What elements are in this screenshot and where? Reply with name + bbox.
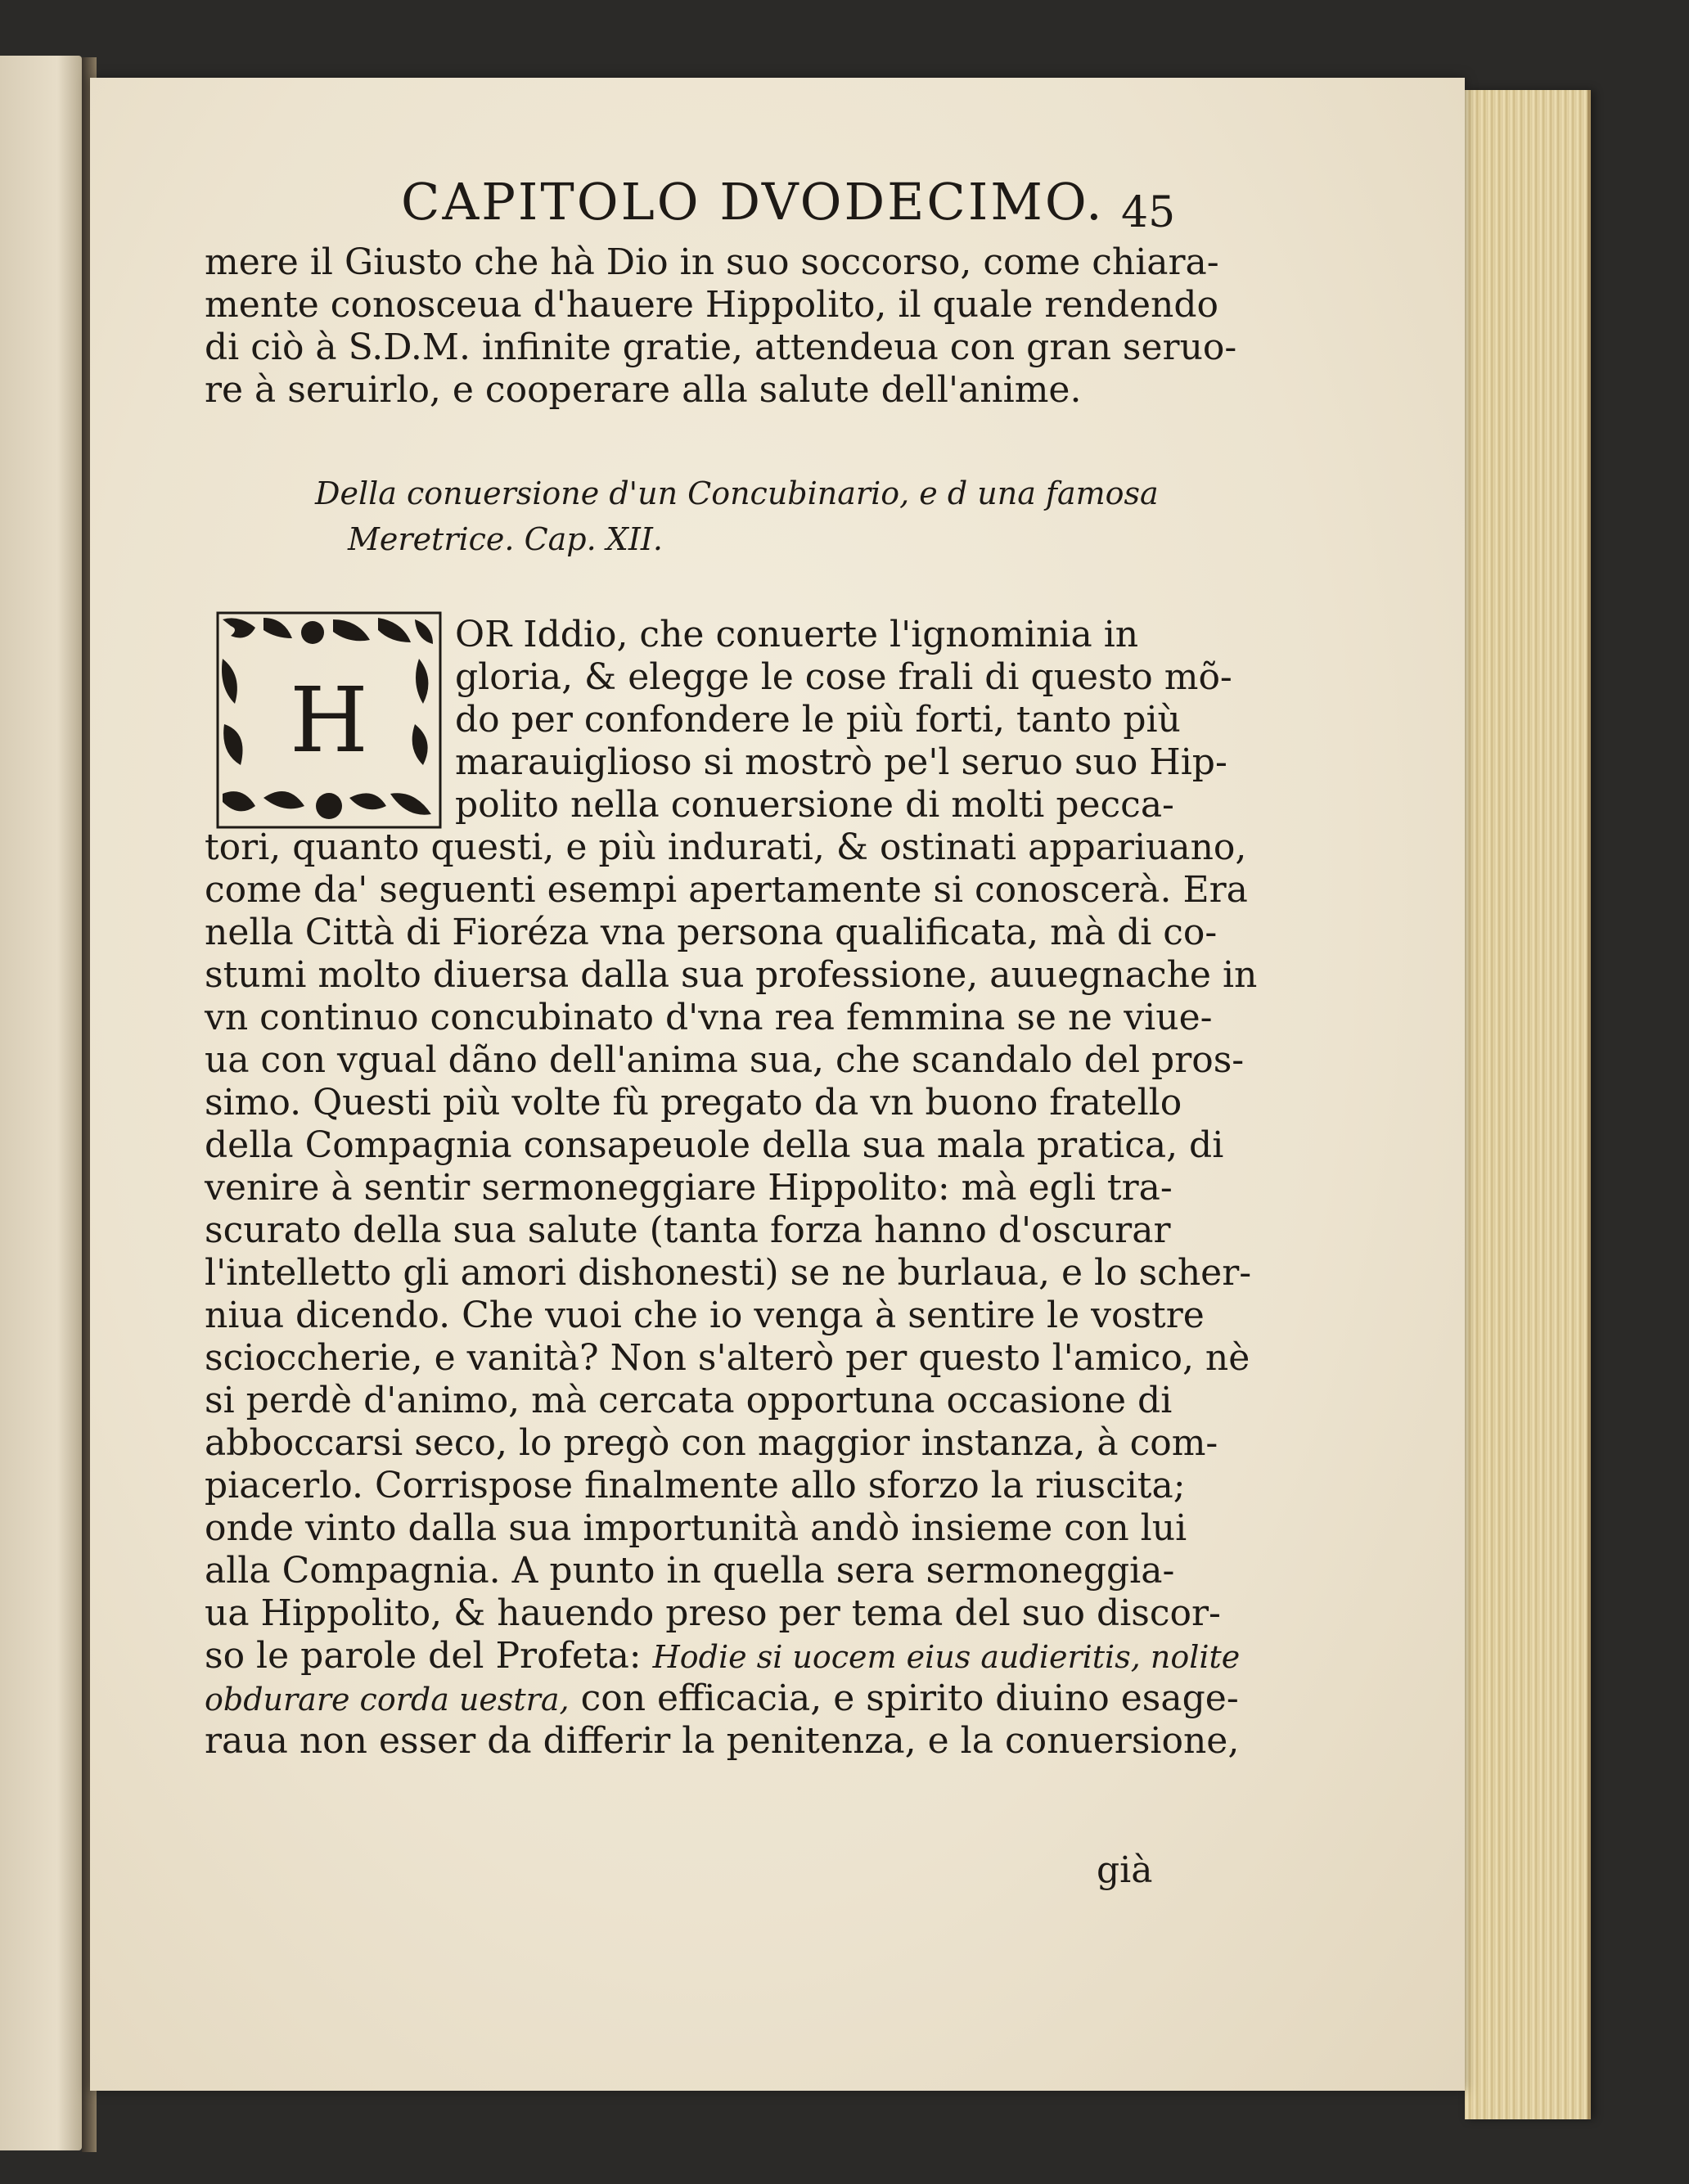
running-title: CAPITOLO DVODECIMO. xyxy=(401,172,1105,232)
text-line: si perdè d'animo, mà cercata opportuna occasione di xyxy=(205,1380,1173,1421)
latin-quote: obdurare corda uestra, xyxy=(205,1682,570,1718)
main-paragraph xyxy=(205,826,1257,1763)
text-line: di ciò à S.D.M. infinite gratie, attendeua con gran seruo- xyxy=(205,326,1237,368)
text-line: do per confondere le più forti, tanto più xyxy=(455,699,1181,741)
page-block-edge xyxy=(1465,90,1591,2119)
quote-line xyxy=(205,1635,1257,1677)
text-line: come da' seguenti esempi apertamente si conoscerà. Era xyxy=(205,869,1248,911)
top-paragraph xyxy=(205,241,1236,412)
latin-quote: Hodie si uocem eius audieritis, nolite xyxy=(652,1639,1241,1675)
initial-side-lines xyxy=(455,614,1232,826)
text-line: piacerlo. Corrispose finalmente allo sforzo la riuscita; xyxy=(205,1465,1186,1506)
decorated-initial xyxy=(214,610,444,831)
catchword: già xyxy=(1097,1849,1153,1891)
page-number: 45 xyxy=(1121,188,1176,237)
text-line: scurato della sua salute (tanta forza hanno d'oscurar xyxy=(205,1209,1171,1251)
quote-lead: so le parole del Profeta: xyxy=(205,1635,653,1677)
text-line: abboccarsi seco, lo pregò con maggior instanza, à com- xyxy=(205,1422,1218,1464)
text-line: OR Iddio, che conuerte l'ignominia in xyxy=(455,614,1139,655)
text-line: polito nella conuersione di molti pecca- xyxy=(455,784,1174,826)
text-line: stumi molto diuersa dalla sua professione, auuegnache in xyxy=(205,954,1258,996)
quote-tail: con efficacia, e spirito diuino esage- xyxy=(569,1677,1239,1719)
text-line: alla Compagnia. A punto in quella sera sermoneggia- xyxy=(205,1550,1175,1592)
text-line: ua con vgual dãno dell'anima sua, che scandalo del pros- xyxy=(205,1039,1245,1081)
text-line: ua Hippolito, & hauendo preso per tema del suo discor- xyxy=(205,1592,1221,1634)
text-line: vn continuo concubinato d'vna rea femmina se ne viue- xyxy=(205,997,1213,1038)
text-line: mere il Giusto che hà Dio in suo soccorso, come chiara- xyxy=(205,241,1219,283)
text-line: niua dicendo. Che vuoi che io venga à sentire le vostre xyxy=(205,1295,1205,1336)
chapter-title xyxy=(315,471,1159,562)
text-line: gloria, & elegge le cose frali di questo mõ- xyxy=(455,656,1232,698)
text-line: venire à sentir sermoneggiare Hippolito: mà egli tra- xyxy=(205,1167,1173,1209)
text-line: l'intelletto gli amori dishonesti) se ne burlaua, e lo scher- xyxy=(205,1252,1252,1294)
text-line: tori, quanto questi, e più indurati, & ostinati appariuano, xyxy=(205,826,1247,868)
page-header xyxy=(401,172,1219,245)
text-line: onde vinto dalla sua importunità andò insieme con lui xyxy=(205,1507,1187,1549)
facing-page-edge xyxy=(0,56,82,2150)
text-line: della Compagnia consapeuole della sua mala pratica, di xyxy=(205,1124,1224,1166)
quote-line xyxy=(205,1677,1257,1720)
text-line: re à seruirlo, e cooperare alla salute dell'anime. xyxy=(205,369,1082,411)
initial-letter: H xyxy=(290,668,368,772)
text-line: raua non esser da differir la penitenza, e la conuersione, xyxy=(205,1720,1240,1762)
text-line: mente conosceua d'hauere Hippolito, il quale rendendo xyxy=(205,284,1218,326)
text-line: marauiglioso si mostrò pe'l seruo suo Hip- xyxy=(455,741,1227,783)
text-line: nella Città di Fioréza vna persona qualificata, mà di co- xyxy=(205,912,1218,953)
chapter-title-line1: Della conuersione d'un Concubinario, e d una famosa xyxy=(315,475,1159,511)
text-line: simo. Questi più volte fù pregato da vn buono fratello xyxy=(205,1082,1182,1124)
text-line: scioccherie, e vanità? Non s'alterò per questo l'amico, nè xyxy=(205,1337,1250,1379)
chapter-title-line2: Meretrice. Cap. XII. xyxy=(348,521,663,557)
